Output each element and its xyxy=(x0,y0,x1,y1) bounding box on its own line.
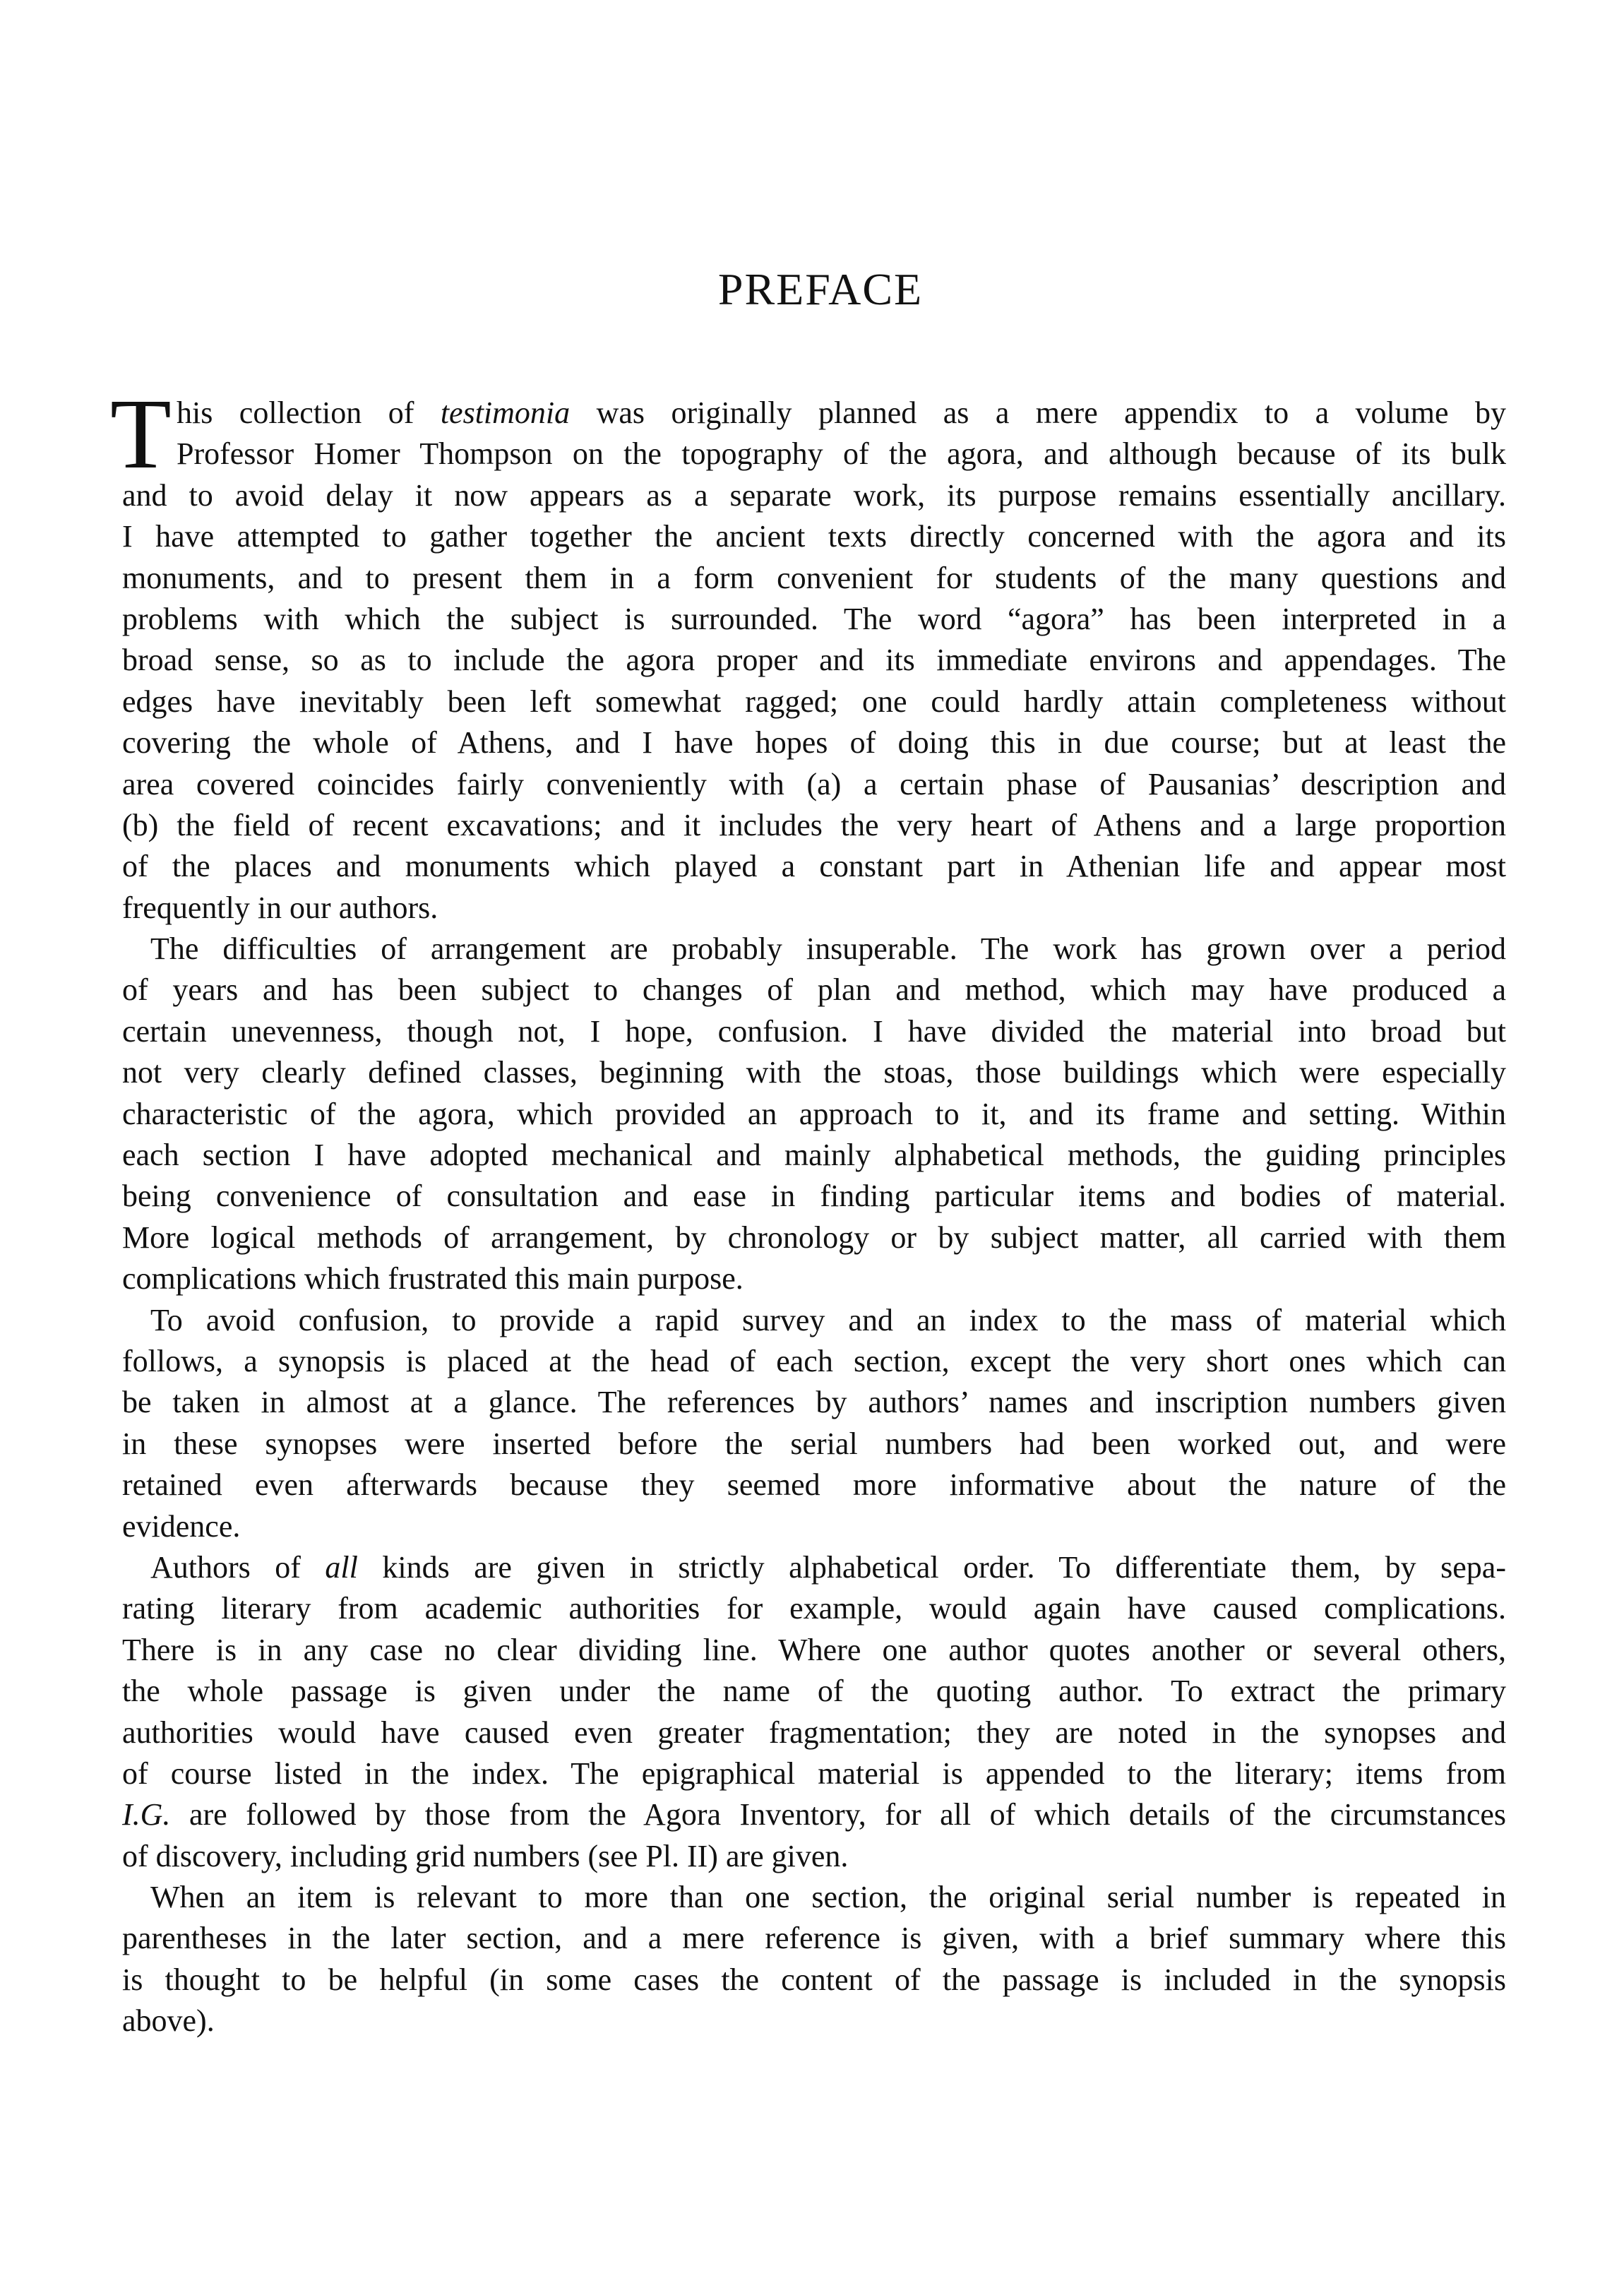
text-line: problems with which the subject is surrounded. The word “agora” has been interpreted in a xyxy=(122,601,1506,636)
text-line: More logical methods of arrangement, by chronology or by subject matter, all carried with them xyxy=(122,1220,1506,1255)
text-line: retained even afterwards because they seemed more informative about the nature of the xyxy=(122,1467,1506,1503)
text-segment: his collection of xyxy=(177,395,441,430)
text-line: covering the whole of Athens, and I have hopes of doing this in due course; but at least the xyxy=(122,725,1506,761)
text-segment: Authors of xyxy=(150,1549,326,1585)
text-line: frequently in our authors. xyxy=(122,890,438,925)
text-line: certain unevenness, though not, I hope, confusion. I have divided the material into broad but xyxy=(122,1013,1506,1049)
paragraph xyxy=(122,1547,1506,1877)
text-line: rating literary from academic authorities for example, would again have caused complications. xyxy=(122,1591,1506,1626)
text-segment: was originally planned as a mere appendix to a volume by xyxy=(570,395,1506,430)
italic-text: all xyxy=(325,1549,358,1585)
text-line: monuments, and to present them in a form convenient for students of the many questions and xyxy=(122,560,1506,595)
text-line: be taken in almost at a glance. The references by authors’ names and inscription numbers given xyxy=(122,1385,1506,1420)
text-line: characteristic of the agora, which provided an approach to it, and its frame and setting. Within xyxy=(122,1096,1506,1131)
paragraph xyxy=(122,393,1506,929)
drop-cap: T xyxy=(110,378,172,489)
text-line: not very clearly defined classes, beginning with the stoas, those buildings which were especially xyxy=(122,1055,1506,1090)
paragraph xyxy=(122,929,1506,1300)
text-line: follows, a synopsis is placed at the head of each section, except the very short ones which can xyxy=(122,1343,1506,1378)
text-segment: kinds are given in strictly alphabetical order. To differentiate them, by sepa- xyxy=(357,1549,1506,1585)
text-line: I have attempted to gather together the ancient texts directly concerned with the agora and its xyxy=(122,519,1506,554)
text-line: When an item is relevant to more than one section, the original serial number is repeated in xyxy=(150,1880,1506,1915)
text-line: of discovery, including grid numbers (see Pl. II) are given. xyxy=(122,1838,849,1873)
preface-body xyxy=(110,378,1506,2042)
text-line: in these synopses were inserted before the serial numbers had been worked out, and were xyxy=(122,1426,1506,1461)
text-line: parentheses in the later section, and a mere reference is given, with a brief summary where this xyxy=(122,1921,1506,1956)
text-line xyxy=(122,1794,1506,1835)
text-line: of years and has been subject to changes of plan and method, which may have produced a xyxy=(122,972,1506,1008)
text-line: (b) the field of recent excavations; and it includes the very heart of Athens and a large proportion xyxy=(122,807,1506,842)
text-line: of course listed in the index. The epigraphical material is appended to the literary; items from xyxy=(122,1755,1506,1791)
paragraph xyxy=(122,1877,1506,2042)
text-line: edges have inevitably been left somewhat ragged; one could hardly attain completeness without xyxy=(122,684,1506,719)
text-line xyxy=(122,1547,1506,1588)
text-line: broad sense, so as to include the agora proper and its immediate environs and appendages. The xyxy=(122,643,1506,678)
text-line: being convenience of consultation and ease in finding particular items and bodies of material. xyxy=(122,1179,1506,1214)
text-line: complications which frustrated this main purpose. xyxy=(122,1261,744,1296)
text-line: evidence. xyxy=(122,1508,241,1544)
text-line: above). xyxy=(122,2003,215,2039)
text-line: the whole passage is given under the name of the quoting author. To extract the primary xyxy=(122,1674,1506,1709)
text-line xyxy=(122,393,1506,434)
paragraph xyxy=(122,1300,1506,1547)
text-segment: are followed by those from the Agora Inventory, for all of which details of the circumstances xyxy=(170,1797,1506,1832)
text-line: Professor Homer Thompson on the topography of the agora, and although because of its bulk xyxy=(177,436,1506,472)
text-line: is thought to be helpful (in some cases the content of the passage is included in the synopsis xyxy=(122,1962,1506,1997)
text-line: and to avoid delay it now appears as a separate work, its purpose remains essentially ancillary. xyxy=(122,477,1506,513)
italic-text: I.G. xyxy=(122,1797,171,1832)
text-line: of the places and monuments which played a constant part in Athenian life and appear most xyxy=(122,849,1506,884)
text-line: each section I have adopted mechanical and mainly alphabetical methods, the guiding principles xyxy=(122,1138,1506,1173)
text-line: area covered coincides fairly conveniently with (a) a certain phase of Pausanias’ description and xyxy=(122,766,1506,801)
text-line: To avoid confusion, to provide a rapid survey and an index to the mass of material which xyxy=(150,1302,1506,1337)
text-line: There is in any case no clear dividing line. Where one author quotes another or several others, xyxy=(122,1632,1506,1667)
page-title: PREFACE xyxy=(717,264,924,314)
text-line: authorities would have caused even greater fragmentation; they are noted in the synopses and xyxy=(122,1715,1506,1750)
italic-text: testimonia xyxy=(440,395,571,430)
text-line: The difficulties of arrangement are probably insuperable. The work has grown over a period xyxy=(150,931,1506,967)
